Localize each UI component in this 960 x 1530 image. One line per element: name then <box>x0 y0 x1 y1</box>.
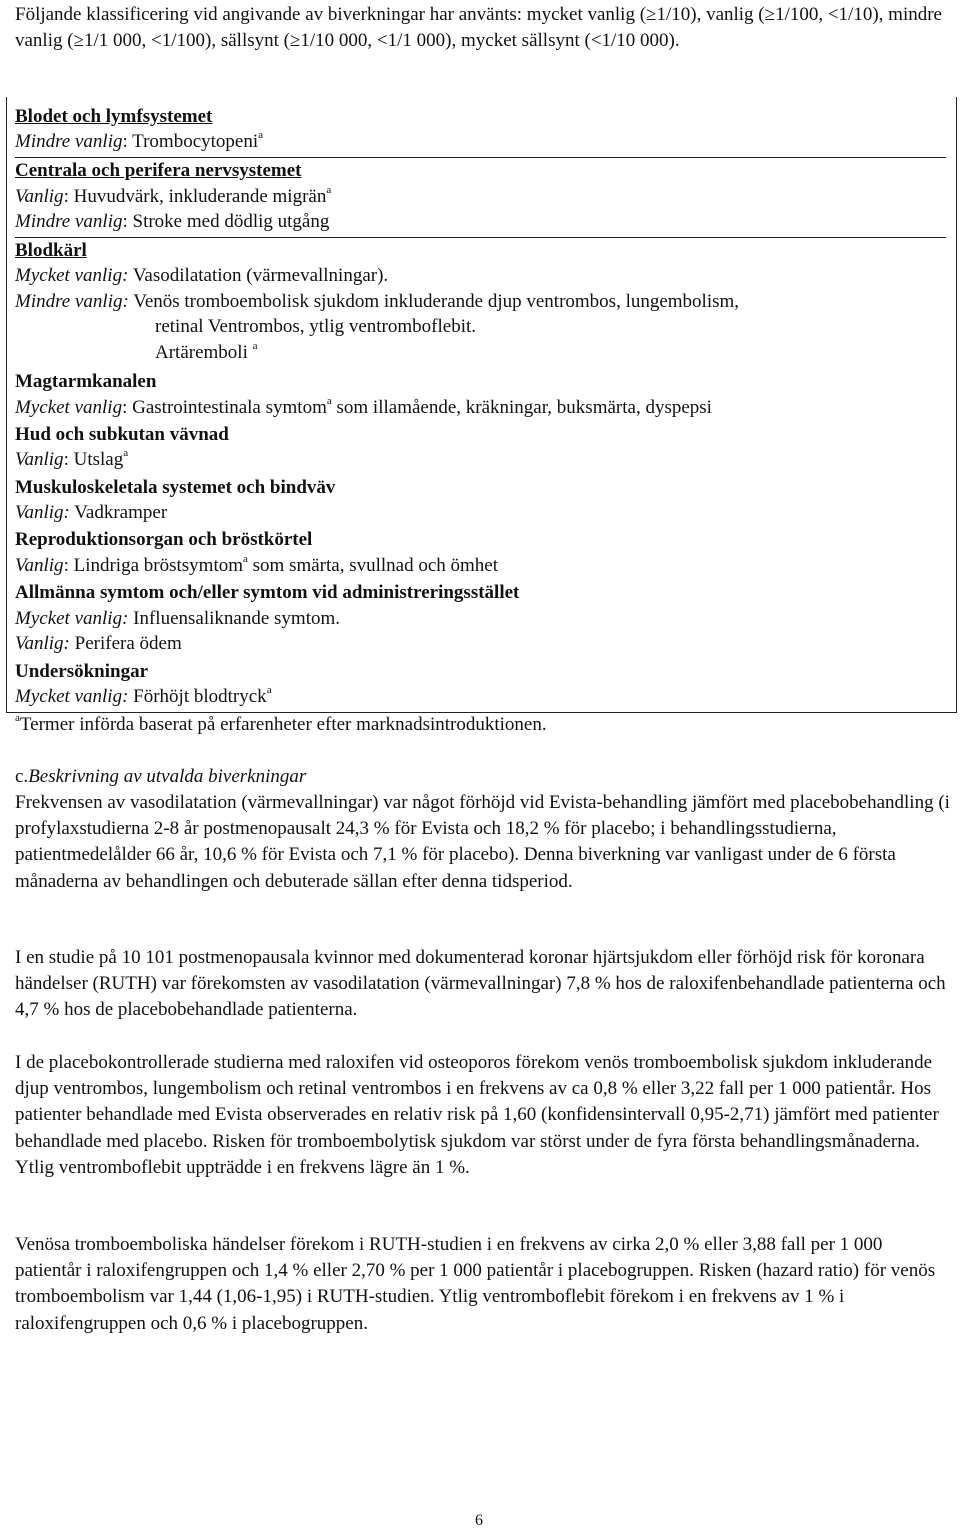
repro-row-1: Vanlig: Lindriga bröstsymtom$^a$ som smärta, svullnad och ömhet <box>15 553 499 576</box>
paragraph-2: I en studie på 10 101 postmenopausala kvinnor med dokumenterad koronar hjärtsjukdom eller förhöjd risk för koronara händelser (RUTH) var förekomsten av vasodilatation (värmevallningar) 7,8 % hos de raloxifenbehandlade patienterna och 4,7 % hos de placebobehandlade patienterna. <box>15 947 946 1021</box>
section-head-repro: Reproduktionsorgan och bröstkörtel <box>15 529 313 550</box>
skin-row-1: Vanlig: Utslag$^a$ <box>15 447 129 470</box>
row-divider <box>15 157 946 158</box>
investigations-row-1: Mycket vanlig: Förhöjt blodtryck$^a$ <box>15 684 272 707</box>
general-row-1: Mycket vanlig: Influensaliknande symtom. <box>15 608 341 629</box>
section-head-investigations: Undersökningar <box>15 661 149 682</box>
vessels-row-4: Artäremboli $^a$ <box>155 340 258 363</box>
section-head-gi: Magtarmkanalen <box>15 371 157 392</box>
gi-row-1: Mycket vanlig: Gastrointestinala symtom$^a$ som illamående, kräkningar, buksmärta, dyspepsi <box>15 395 712 418</box>
nervous-row-1: Vanlig: Huvudvärk, inkluderande migrän$^a$ <box>15 184 332 207</box>
musculo-row-1: Vanlig: Vadkramper <box>15 502 168 523</box>
row-divider <box>15 237 946 238</box>
paragraph-1: Frekvensen av vasodilatation (värmevallningar) var något förhöjd vid Evista-behandling jämfört med placebobehandling (i profylaxstudierna 2-8 år postmenopausalt 24,3 % för Evista och 18,2 % för placebo; i behandlingsstudierna, patientmedelålder 66 år, 10,6 % för Evista och 7,1 % för placebo). Denna biverkning var vanligast under de 6 första månaderna av behandlingen och debuterade sällan efter denna tidsperiod. <box>15 792 950 892</box>
section-head-vessels: Blodkärl <box>15 240 87 261</box>
nervous-row-2: Mindre vanlig: Stroke med dödlig utgång <box>15 211 330 232</box>
vessels-row-3: retinal Ventrombos, ytlig ventromboflebit. <box>155 316 477 337</box>
paragraph-4: Venösa tromboemboliska händelser förekom i RUTH-studien i en frekvens av cirka 2,0 % eller 3,88 fall per 1 000 patientår i raloxifengruppen och 1,4 % eller 2,70 % per 1 000 patientår i placebogruppen. Risken (hazard ratio) för venös tromboembolism var 1,44 (1,06-1,95) i RUTH-studien. Ytlig ventromboflebit förekom i en frekvens av 1 % i raloxifengruppen och 0,6 % i placebogruppen. <box>15 1234 936 1334</box>
section-head-blood: Blodet och lymfsystemet <box>15 106 213 127</box>
page-number: 6 <box>475 1512 483 1529</box>
intro-paragraph: Följande klassificering vid angivande av biverkningar har använts: mycket vanlig (≥1/10), vanlig (≥1/100, <1/10), mindre vanlig (≥1/1 000, <1/100), sällsynt (≥1/10 000, <1/1 000), mycket sällsynt (<1/10 000). <box>15 4 942 51</box>
vessels-row-1: Mycket vanlig: Vasodilatation (värmevallningar). <box>15 265 389 286</box>
section-head-skin: Hud och subkutan vävnad <box>15 424 229 445</box>
general-row-2: Vanlig: Perifera ödem <box>15 633 182 654</box>
section-head-nervous: Centrala och perifera nervsystemet <box>15 160 302 181</box>
section-head-musculo: Muskuloskeletala systemet och bindväv <box>15 477 336 498</box>
section-c-heading: c.Beskrivning av utvalda biverkningar <box>15 766 307 787</box>
paragraph-3: I de placebokontrollerade studierna med raloxifen vid osteoporos förekom venös tromboembolisk sjukdom inkluderande djup ventrombos, lungembolism och retinal ventrombos i en frekvens av ca 0,8 % eller 3,22 fall per 1 000 patientår. Hos patienter behandlade med Evista observerades en relativ risk på 1,60 (konfidensintervall 0,95-2,71) jämfört med patienter behandlade med placebo. Risken för tromboembolytisk sjukdom var störst under de fyra första behandlingsmånaderna. Ytlig ventromboflebit uppträdde i en frekvens lägre än 1 %. <box>15 1052 939 1178</box>
section-head-general: Allmänna symtom och/eller symtom vid administreringsstället <box>15 582 520 603</box>
table-footnote: $^a$Termer införda baserat på erfarenheter efter marknadsintroduktionen. <box>15 712 547 735</box>
blood-row-1: Mindre vanlig: Trombocytopeni$^a$ <box>15 129 264 152</box>
vessels-row-2: Mindre vanlig: Venös tromboembolisk sjukdom inkluderande djup ventrombos, lungembolism, <box>15 291 740 312</box>
